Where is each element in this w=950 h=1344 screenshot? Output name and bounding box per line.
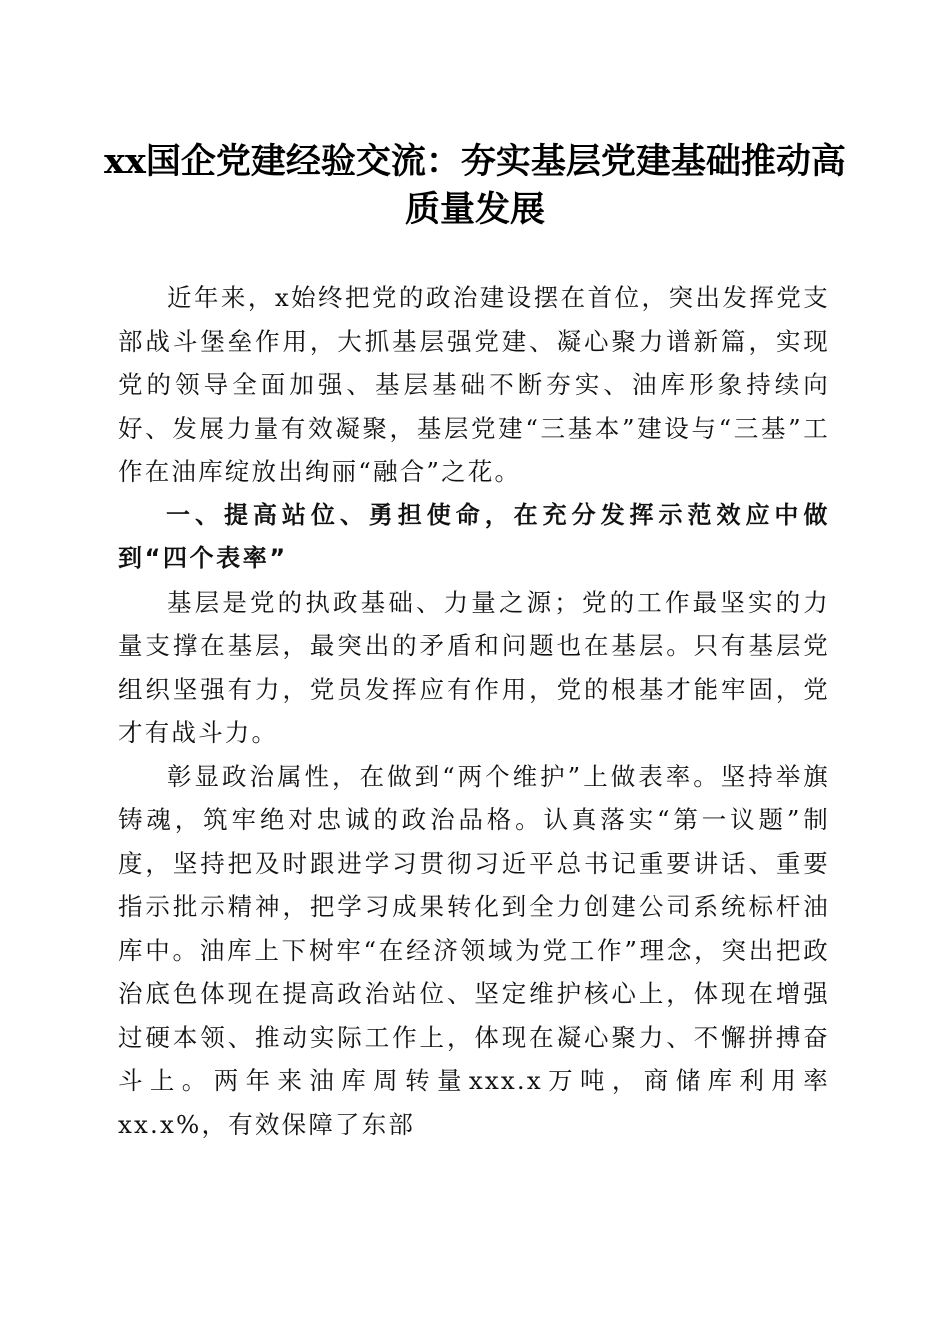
document-body: [118, 276, 830, 1146]
document-title: xx国企党建经验交流：夯实基层党建基础推动高质量发展: [104, 141, 846, 230]
paragraph-political-attribute: 彰显政治属性，在做到“两个维护”上做表率。坚持举旗铸魂，筑牢绝对忠诚的政治品格。认真落实“第一议题”制度，坚持把及时跟进学习贯彻习近平总书记重要讲话、重要指示批示精神，把学习成果转化到全力创建公司系统标杆油库中。油库上下树牢“在经济领域为党工作”理念，突出把政治底色体现在提高政治站位、坚定维护核心上，体现在增强过硬本领、推动实际工作上，体现在凝心聚力、不懈拼搏奋斗上。两年来油库周转量xxx.x万吨，商储库利用率xx.x%，有效保障了东部: [118, 761, 830, 1139]
paragraph-intro: 近年来，x始终把党的政治建设摆在首位，突出发挥党支部战斗堡垒作用，大抓基层强党建、凝心聚力谱新篇，实现党的领导全面加强、基层基础不断夯实、油库形象持续向好、发展力量有效凝聚，基层党建“三基本”建设与“三基”工作在油库绽放出绚丽“融合”之花。: [118, 283, 830, 486]
paragraph-grassroots: 基层是党的执政基础、力量之源；党的工作最坚实的力量支撑在基层，最突出的矛盾和问题也在基层。只有基层党组织坚强有力，党员发挥应有作用，党的根基才能牢固，党才有战斗力。: [118, 587, 830, 747]
section-heading-1: 一、提高站位、勇担使命，在充分发挥示范效应中做到“四个表率”: [118, 500, 830, 572]
